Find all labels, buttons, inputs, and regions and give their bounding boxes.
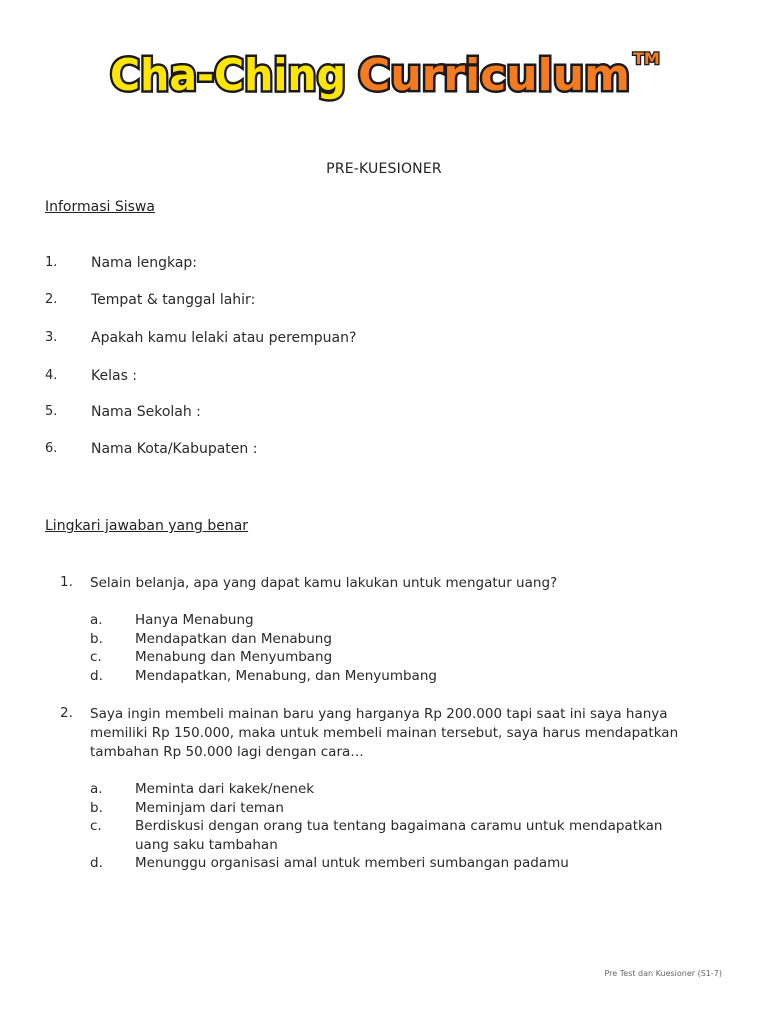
answer-option[interactable]	[60, 799, 700, 818]
option-text: Meminta dari kakek/nenek	[135, 781, 315, 797]
question-1	[60, 574, 700, 685]
page-footer: Pre Test dan Kuesioner (S1-7)	[604, 969, 722, 978]
info-item-number: 2.	[45, 292, 58, 307]
question-text: Selain belanja, apa yang dapat kamu lakukan untuk mengatur uang?	[90, 575, 558, 591]
answer-option[interactable]	[60, 817, 700, 854]
logo-part-curriculum: Curriculum	[358, 50, 630, 101]
option-text: Meminjam dari teman	[135, 799, 284, 816]
option-text: Hanya Menabung	[135, 612, 254, 628]
info-item-label: Apakah kamu lelaki atau perempuan?	[91, 330, 357, 346]
info-item-number: 4.	[45, 368, 58, 383]
option-text: Menunggu organisasi amal untuk memberi sumbangan padamu	[135, 855, 569, 871]
answer-option[interactable]	[60, 611, 700, 630]
questions-section-heading: Lingkari jawaban yang benar	[45, 518, 249, 534]
answer-option[interactable]	[60, 780, 700, 799]
info-item-label: Nama lengkap:	[91, 255, 198, 271]
option-letter: c.	[90, 818, 102, 834]
option-letter: a.	[90, 612, 103, 628]
logo-graphic	[106, 40, 662, 104]
question-number: 2.	[60, 705, 73, 721]
question-2	[60, 705, 700, 873]
info-item-number: 5.	[45, 404, 58, 419]
answer-option[interactable]	[60, 648, 700, 667]
option-text: Menabung dan Menyumbang	[135, 649, 333, 665]
answer-option[interactable]	[60, 667, 700, 686]
info-item-label: Kelas :	[91, 368, 138, 384]
option-letter: d.	[90, 855, 103, 871]
option-text: Mendapatkan, Menabung, dan Menyumbang	[135, 667, 437, 684]
answer-option[interactable]	[60, 854, 700, 873]
info-item-number: 1.	[45, 255, 58, 270]
question-number: 1.	[60, 574, 73, 590]
info-item-label: Nama Kota/Kabupaten :	[91, 441, 258, 457]
logo-trademark: TM	[633, 49, 660, 68]
option-letter: c.	[90, 649, 102, 665]
option-letter: b.	[90, 799, 103, 816]
logo-part-cha-ching: Cha-Ching	[110, 50, 346, 101]
option-letter: a.	[90, 781, 103, 797]
info-item-number: 3.	[45, 330, 58, 345]
option-text: Mendapatkan dan Menabung	[135, 630, 332, 647]
info-section-heading: Informasi Siswa	[45, 199, 155, 215]
cha-ching-curriculum-logo	[106, 40, 662, 104]
page-title: PRE-KUESIONER	[326, 161, 442, 177]
option-letter: b.	[90, 630, 103, 647]
info-item-number: 6.	[45, 441, 58, 456]
answer-option[interactable]	[60, 630, 700, 649]
info-item-label: Nama Sekolah :	[91, 404, 201, 420]
question-text: Saya ingin membeli mainan baru yang harganya Rp 200.000 tapi saat ini saya hanya memiliki Rp 150.000, maka untuk membeli mainan tersebut, saya harus mendapatkan tambahan Rp 50.000 lagi dengan cara…	[90, 706, 679, 760]
option-text: Berdiskusi dengan orang tua tentang bagaimana caramu untuk mendapatkan uang saku tambahan	[135, 818, 663, 853]
option-letter: d.	[90, 667, 103, 684]
info-item-label: Tempat & tanggal lahir:	[91, 292, 256, 308]
